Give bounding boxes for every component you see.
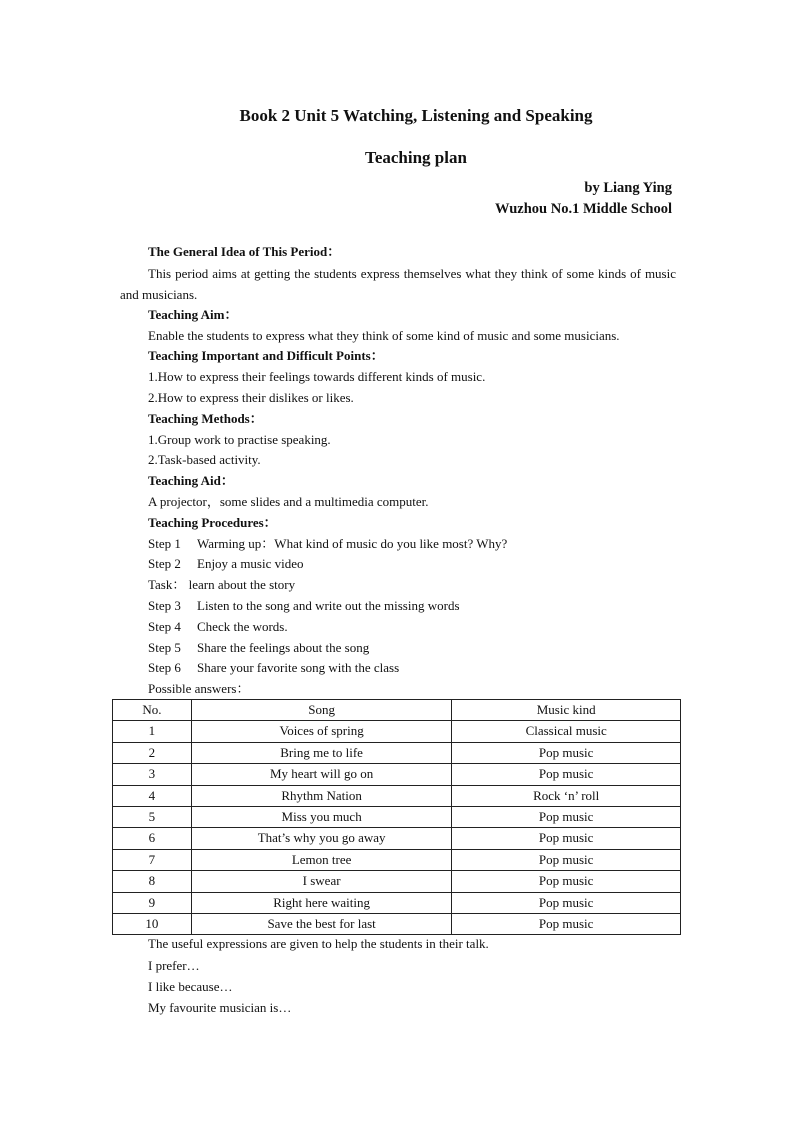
table-cell: Pop music — [452, 764, 681, 785]
table-row — [113, 764, 681, 785]
table-cell: Pop music — [452, 828, 681, 849]
expression-item: I prefer… — [148, 958, 200, 973]
general-idea-text: This period aims at getting the students express themselves what they think of some kinds of music and musicians. — [120, 265, 676, 302]
procedure-step — [120, 534, 676, 555]
table-cell: Pop music — [452, 871, 681, 892]
aid-heading: Teaching Aid： — [148, 473, 234, 489]
table-cell: Pop music — [452, 849, 681, 870]
table-cell: Right here waiting — [191, 892, 452, 913]
expression-item: I like because… — [148, 979, 233, 994]
table-row — [113, 721, 681, 742]
table-cell: Bring me to life — [191, 742, 452, 763]
table-cell: 10 — [113, 914, 192, 935]
table-cell: My heart will go on — [191, 764, 452, 785]
table-row — [113, 742, 681, 763]
column-header: Song — [191, 700, 452, 721]
table-cell: Rock ‘n’ roll — [452, 785, 681, 806]
procedure-task — [120, 575, 676, 596]
table-cell: Classical music — [452, 721, 681, 742]
table-cell: 2 — [113, 742, 192, 763]
table-cell: Voices of spring — [191, 721, 452, 742]
table-cell: Pop music — [452, 742, 681, 763]
procedure-step — [120, 638, 676, 659]
table-row — [113, 914, 681, 935]
step-number: Step 2 — [148, 556, 181, 572]
task-text: Task： learn about the story — [148, 577, 296, 593]
table-cell: Pop music — [452, 807, 681, 828]
table-row — [113, 828, 681, 849]
table-cell: 4 — [113, 785, 192, 806]
table-cell: Save the best for last — [191, 914, 452, 935]
point-item: 1.How to express their feelings towards different kinds of music. — [148, 369, 486, 385]
aid-text: A projector，some slides and a multimedia computer. — [148, 493, 429, 509]
page-title: Book 2 Unit 5 Watching, Listening and Speaking — [239, 106, 593, 125]
table-cell: 9 — [113, 892, 192, 913]
table-cell: 1 — [113, 721, 192, 742]
step-text: Share the feelings about the song — [197, 639, 370, 655]
table-cell: 5 — [113, 807, 192, 828]
step-number: Step 1 — [148, 535, 181, 551]
procedure-step — [120, 658, 676, 679]
table-row — [113, 807, 681, 828]
table-cell: Rhythm Nation — [191, 785, 452, 806]
table-row — [113, 785, 681, 806]
table-cell: That’s why you go away — [191, 828, 452, 849]
page-subtitle: Teaching plan — [365, 148, 467, 167]
table-row — [113, 871, 681, 892]
answers-table — [112, 699, 681, 935]
step-number: Step 3 — [148, 597, 181, 613]
table-cell: 8 — [113, 871, 192, 892]
step-text: Listen to the song and write out the missing words — [197, 597, 460, 613]
step-number: Step 5 — [148, 639, 181, 655]
procedure-step — [120, 554, 676, 575]
table-cell: 3 — [113, 764, 192, 785]
step-text: Warming up：What kind of music do you like most? Why? — [197, 535, 508, 551]
step-text: Share your favorite song with the class — [197, 660, 400, 676]
table-row — [113, 892, 681, 913]
procedure-step — [120, 617, 676, 638]
methods-heading: Teaching Methods： — [148, 410, 263, 426]
author-line: by Liang Ying — [584, 180, 672, 196]
procedures-heading: Teaching Procedures： — [148, 514, 277, 530]
step-number: Step 6 — [148, 660, 181, 676]
school-line: Wuzhou No.1 Middle School — [495, 201, 672, 217]
method-item: 2.Task-based activity. — [148, 452, 261, 468]
table-cell: Pop music — [452, 914, 681, 935]
table-row — [113, 849, 681, 870]
table-cell: I swear — [191, 871, 452, 892]
column-header: Music kind — [452, 700, 681, 721]
table-cell: Pop music — [452, 892, 681, 913]
table-cell: Miss you much — [191, 807, 452, 828]
aim-text: Enable the students to express what they think of some kind of music and some musicians. — [148, 327, 620, 343]
procedure-step — [120, 596, 676, 617]
expressions-intro: The useful expressions are given to help the students in their talk. — [148, 936, 489, 951]
step-text: Enjoy a music video — [197, 556, 304, 572]
expression-item: My favourite musician is… — [148, 1000, 292, 1015]
table-cell: 6 — [113, 828, 192, 849]
document-body — [120, 242, 676, 700]
step-number: Step 4 — [148, 618, 181, 634]
table-cell: Lemon tree — [191, 849, 452, 870]
point-item: 2.How to express their dislikes or likes. — [148, 389, 354, 405]
step-text: Check the words. — [197, 618, 288, 634]
column-header: No. — [113, 700, 192, 721]
table-cell: 7 — [113, 849, 192, 870]
possible-answers-label: Possible answers： — [148, 681, 250, 697]
points-heading: Teaching Important and Difficult Points： — [148, 348, 384, 364]
method-item: 1.Group work to practise speaking. — [148, 431, 331, 447]
aim-heading: Teaching Aim： — [148, 306, 238, 322]
table-header-row — [113, 700, 681, 721]
general-idea-heading: The General Idea of This Period： — [148, 244, 341, 259]
